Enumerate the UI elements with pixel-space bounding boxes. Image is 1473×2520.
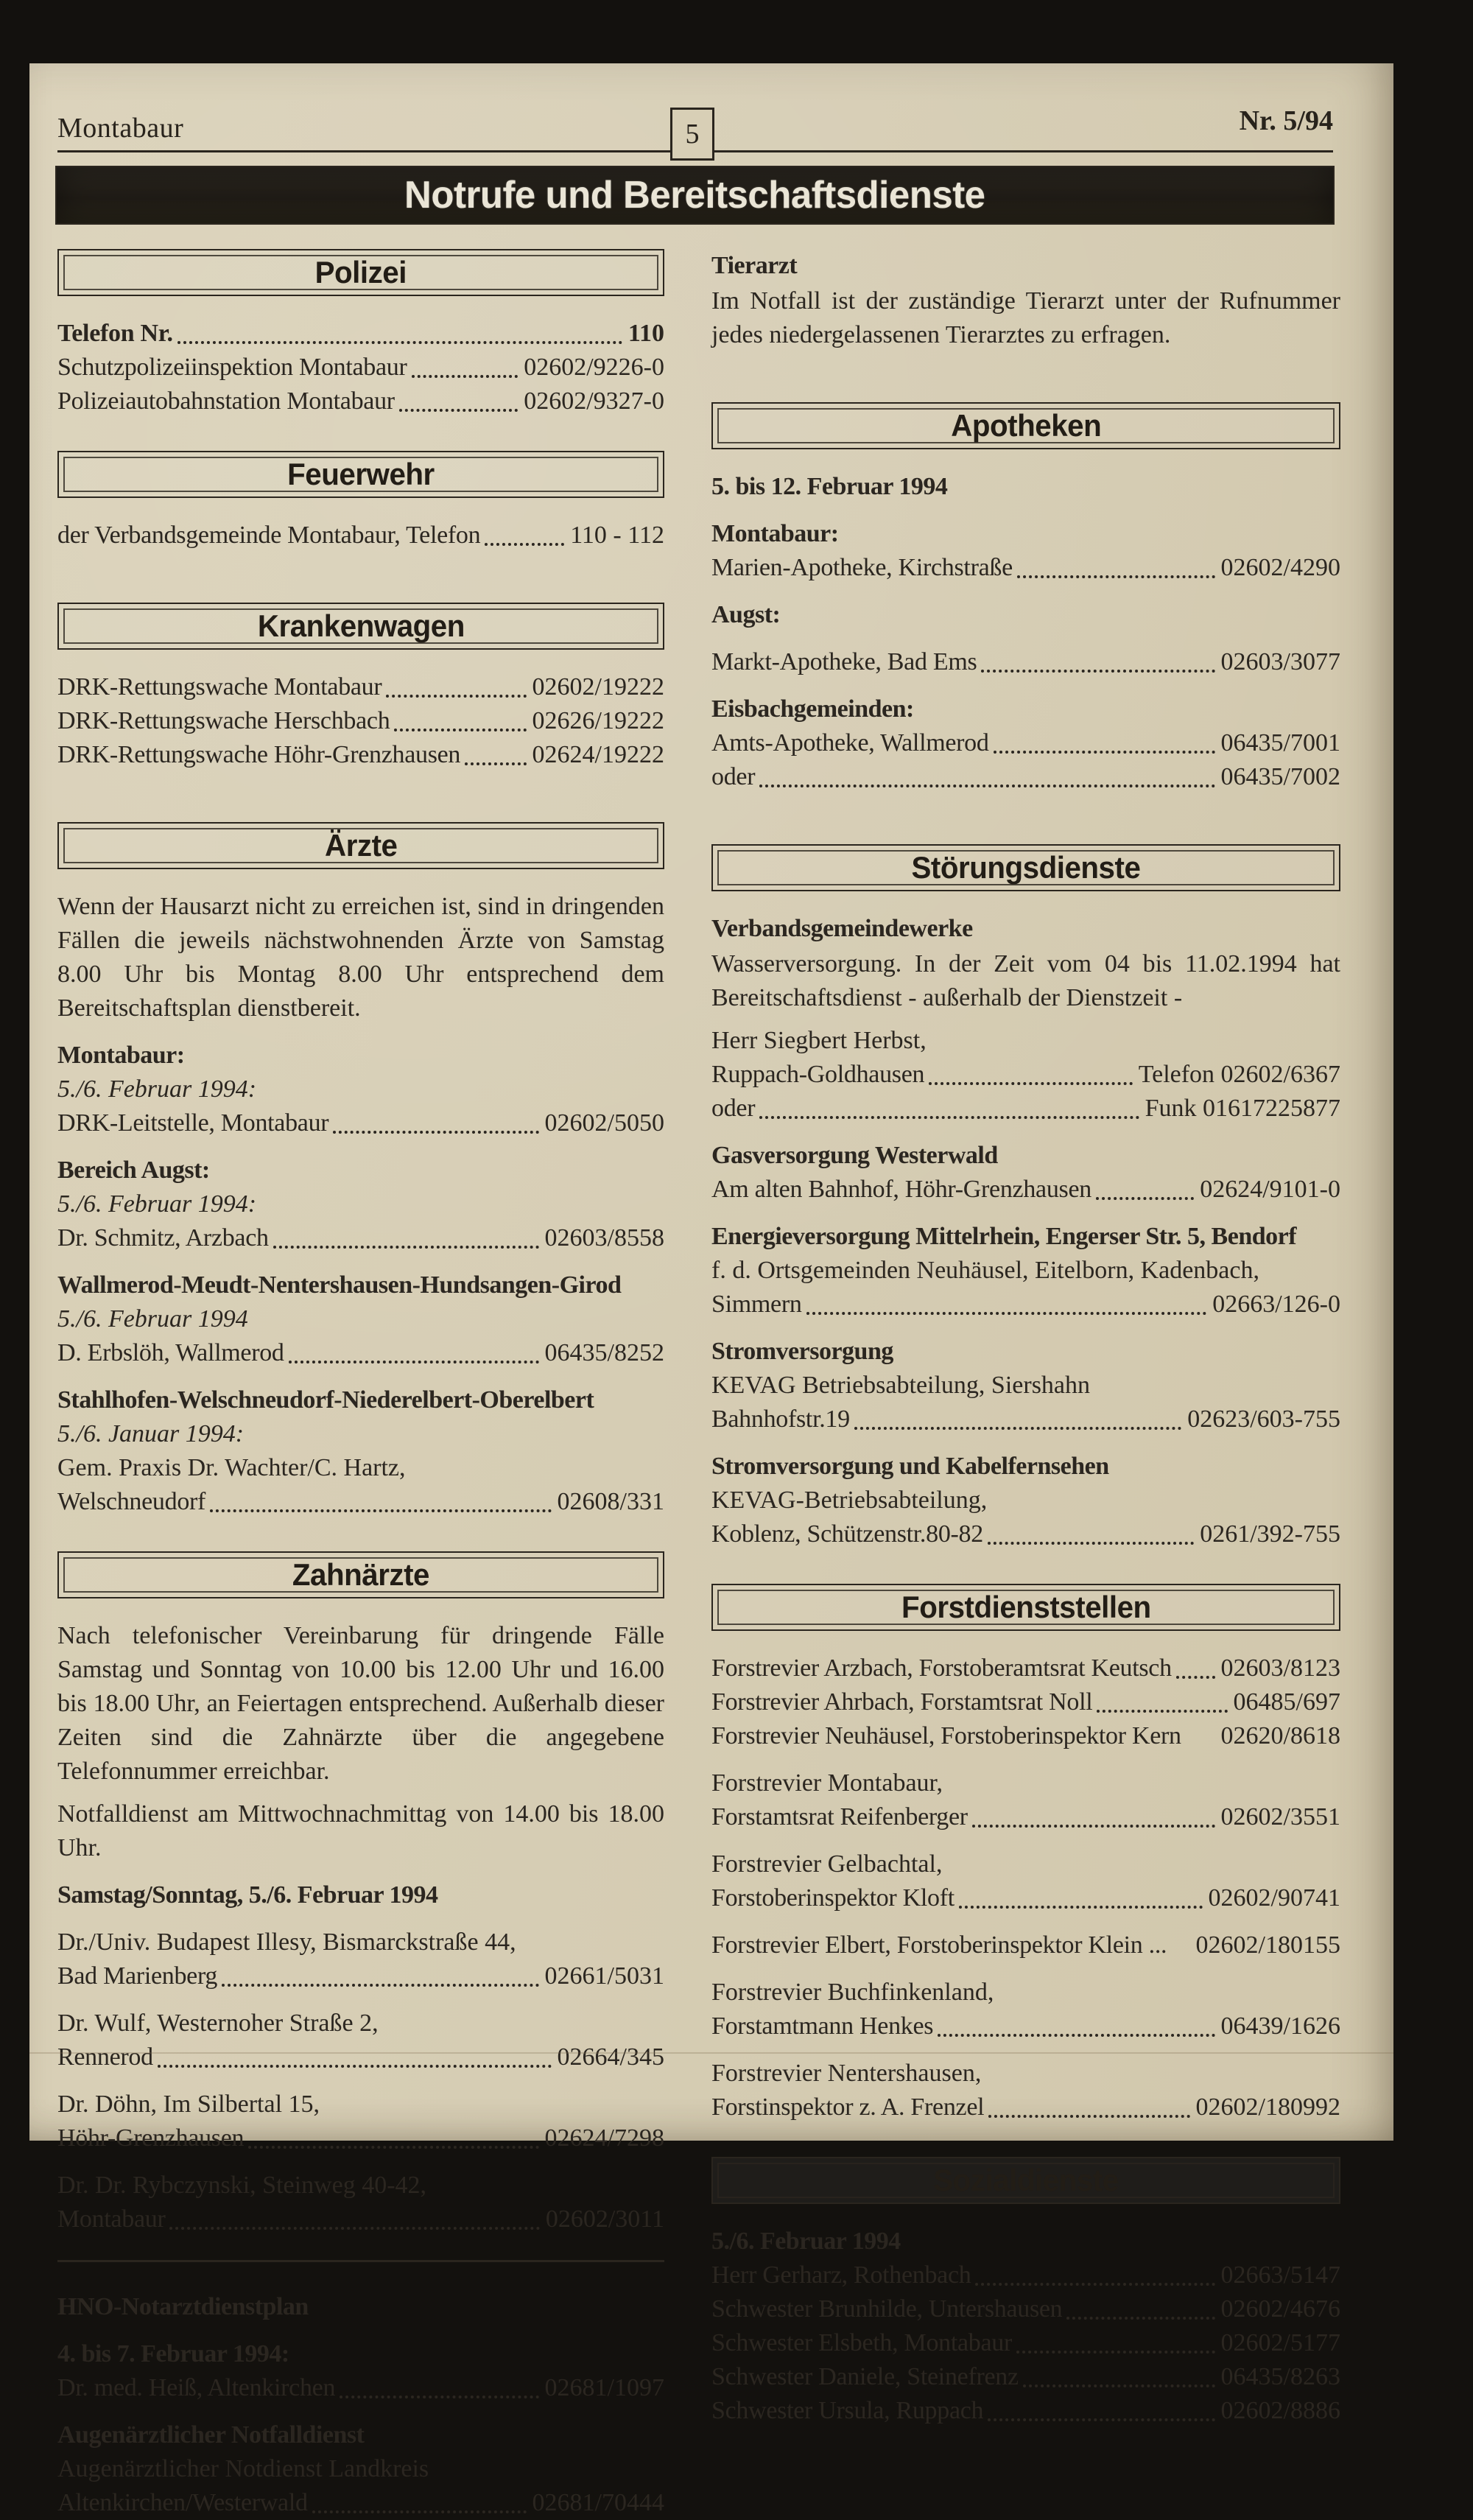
dot-leader — [988, 2115, 1189, 2118]
entry-label: Ruppach-Goldhausen — [711, 1061, 925, 1088]
section-header-forstdienststellen — [711, 1584, 1340, 1631]
entry-label: Forstrevier Elbert, Forstoberinspektor Klein ... — [711, 1931, 1167, 1959]
entry-label: Schwester Ursula, Ruppach — [711, 2397, 984, 2424]
entry-label: Polizeiautobahnstation Montabaur — [57, 387, 395, 415]
phone-number: 02602/3011 — [545, 2205, 664, 2233]
entry-heading: 4. bis 7. Februar 1994: — [57, 2340, 289, 2368]
entry-label: Simmern — [711, 1291, 802, 1318]
entry-heading: Stromversorgung — [711, 1338, 893, 1365]
dot-leader — [340, 2396, 538, 2398]
dot-leader — [399, 409, 518, 412]
entry-date: 5./6. Februar 1994: — [57, 1075, 257, 1103]
directory-row — [57, 670, 664, 704]
entry-line: Augenärztlicher Notdienst Landkreis — [57, 2455, 429, 2482]
dot-leader — [981, 670, 1214, 673]
dot-leader — [248, 2146, 538, 2149]
dot-leader — [333, 1131, 538, 1134]
entry-date: 5./6. Februar 1994: — [57, 1190, 257, 1218]
directory-row — [711, 726, 1340, 760]
dot-leader — [289, 1361, 539, 1363]
directory-row — [711, 2010, 1340, 2043]
dot-leader — [386, 695, 526, 698]
page-number: 5 — [685, 119, 700, 150]
phone-number: 06435/8252 — [544, 1339, 664, 1366]
entry-line: Herr Siegbert Herbst, — [711, 1027, 927, 1054]
dot-leader — [1171, 1953, 1189, 1956]
section-header-label: Polizei — [314, 255, 407, 289]
section-header-label: Zahnärzte — [292, 1557, 430, 1592]
directory-row — [711, 1403, 1340, 1436]
entry-label: Forstrevier Ahrbach, Forstamtsrat Noll — [711, 1688, 1093, 1716]
phone-number: 02608/331 — [557, 1488, 664, 1515]
entry-label: Bad Marienberg — [57, 1962, 218, 1990]
paragraph: Wenn der Hausarzt nicht zu erreichen ist, sind in dringenden Fällen die jeweils nächstwohnenden Ärzte von Samstag 8.00 Uhr bis Montag 8.00 Uhr entsprechend dem Bereitschaftsplan dienstbereit. — [57, 893, 664, 1022]
dot-leader — [975, 2283, 1214, 2286]
entry-label: Schwester Elsbeth, Montabaur — [711, 2329, 1013, 2356]
directory-row — [711, 2258, 1340, 2292]
entry-heading: 5. bis 12. Februar 1994 — [711, 473, 948, 500]
newspaper-page — [29, 63, 1393, 2516]
entry-line: KEVAG-Betriebsabteilung, — [711, 1487, 988, 1514]
entry-label: Forstoberinspektor Kloft — [711, 1884, 955, 1912]
phone-number: 02624/9101-0 — [1200, 1176, 1340, 1203]
dot-leader — [485, 543, 564, 546]
entry-label: Schutzpolizeiinspektion Montabaur — [57, 354, 407, 381]
phone-number: 02624/7298 — [544, 2124, 664, 2152]
entry-label: Höhr-Grenzhausen — [57, 2124, 245, 2152]
dot-leader — [938, 2034, 1214, 2037]
phone-number: 02602/4290 — [1220, 554, 1340, 581]
entry-label: Forstrevier Arzbach, Forstoberamtsrat Keutsch — [711, 1654, 1172, 1682]
entry-heading: HNO-Notarztdienstplan — [57, 2293, 309, 2320]
entry-label: Altenkirchen/Westerwald — [57, 2489, 308, 2516]
entry-label: Forstamtmann Henkes — [711, 2012, 934, 2040]
phone-number: 06439/1626 — [1220, 2012, 1340, 2040]
directory-row — [57, 385, 664, 418]
entry-heading: Montabaur: — [711, 520, 839, 547]
entry-label: Welschneudorf — [57, 1488, 206, 1515]
section-header-label: Sozialdienste — [933, 2163, 1119, 2197]
directory-row — [711, 1517, 1340, 1551]
entry-label: der Verbandsgemeinde Montabaur, Telefon — [57, 522, 481, 549]
directory-row — [57, 519, 664, 552]
dot-leader — [759, 785, 1214, 787]
directory-row — [711, 1685, 1340, 1719]
directory-row — [57, 2040, 664, 2074]
entry-label: Dr. Schmitz, Arzbach — [57, 1224, 269, 1252]
phone-number: 02681/1097 — [544, 2374, 664, 2401]
right-column — [711, 249, 1340, 2428]
directory-row — [57, 1959, 664, 1993]
entry-label: Bahnhofstr.19 — [711, 1405, 850, 1433]
phone-number: 02623/603-755 — [1187, 1405, 1340, 1433]
directory-row — [57, 1336, 664, 1370]
entry-label: D. Erbslöh, Wallmerod — [57, 1339, 284, 1366]
entry-line: Forstrevier Gelbachtal, — [711, 1850, 943, 1878]
dot-leader — [394, 729, 526, 731]
paragraph: Notfalldienst am Mittwochnachmittag von 14.00 bis 18.00 Uhr. — [57, 1800, 664, 1861]
dot-leader — [1016, 2351, 1215, 2354]
page-title: Notrufe und Bereitschaftsdienste — [404, 174, 985, 217]
dot-leader — [988, 2418, 1214, 2421]
entry-label: Amts-Apotheke, Wallmerod — [711, 729, 989, 757]
entry-date: 5./6. Februar 1994 — [57, 1305, 248, 1333]
directory-row — [711, 1092, 1340, 1126]
phone-number: 02661/5031 — [544, 1962, 664, 1990]
phone-number: 02681/70444 — [532, 2489, 664, 2516]
entry-label: Forstrevier Neuhäusel, Forstoberinspektor Kern — [711, 1722, 1181, 1749]
entry-line: Dr. Döhn, Im Silbertal 15, — [57, 2091, 320, 2118]
directory-row — [57, 1221, 664, 1255]
entry-line: Dr. Dr. Rybczynski, Steinweg 40-42, — [57, 2172, 427, 2199]
entry-label: Schwester Brunhilde, Untershausen — [711, 2295, 1063, 2323]
phone-number: 02602/4676 — [1220, 2295, 1340, 2323]
dot-leader — [1023, 2384, 1215, 2387]
phone-number: 02602/9327-0 — [524, 387, 664, 415]
phone-number: 02602/5177 — [1220, 2329, 1340, 2356]
issue-number: Nr. 5/94 — [1239, 105, 1333, 136]
phone-number: Funk 01617225877 — [1145, 1095, 1340, 1122]
directory-row — [711, 551, 1340, 585]
entry-heading: Gasversorgung Westerwald — [711, 1142, 998, 1169]
section-header-polizei — [57, 249, 664, 296]
entry-label: Forstamtsrat Reifenberger — [711, 1803, 968, 1831]
directory-row — [711, 1800, 1340, 1834]
dot-leader — [854, 1427, 1181, 1430]
phone-number: 110 - 112 — [570, 522, 664, 549]
phone-number: 110 — [627, 320, 664, 347]
directory-row — [711, 2394, 1340, 2428]
directory-row — [57, 351, 664, 385]
entry-heading: Stahlhofen-Welschneudorf-Niederelbert-Oberelbert — [57, 1386, 594, 1414]
entry-heading: Tierarzt — [711, 252, 798, 279]
entry-label: Markt-Apotheke, Bad Ems — [711, 648, 977, 675]
section-header-feuerwehr — [57, 451, 664, 498]
entry-label: Forstinspektor z. A. Frenzel — [711, 2093, 985, 2121]
dot-leader — [1186, 1744, 1215, 1747]
section-header-label: Apotheken — [950, 408, 1101, 443]
entry-label: Herr Gerharz, Rothenbach — [711, 2261, 971, 2289]
directory-row — [711, 760, 1340, 794]
phone-number: 02620/8618 — [1220, 1722, 1340, 1749]
entry-label: Dr. med. Heiß, Altenkirchen — [57, 2374, 336, 2401]
directory-row — [711, 1652, 1340, 1685]
entry-date: 5./6. Januar 1994: — [57, 1420, 245, 1447]
entry-label: Montabaur — [57, 2205, 166, 2233]
dot-leader — [1176, 1676, 1215, 1679]
scan-artifact-line — [29, 2052, 1393, 2054]
dot-leader — [210, 1509, 551, 1512]
dot-leader — [972, 1825, 1215, 1828]
section-header-zahnaerzte — [57, 1551, 664, 1598]
dot-leader — [988, 1542, 1194, 1545]
entry-label: Rennerod — [57, 2043, 153, 2071]
entry-line: Dr. Wulf, Westernoher Straße 2, — [57, 2010, 379, 2037]
phone-number: 02602/90741 — [1208, 1884, 1340, 1912]
phone-number: 06485/697 — [1233, 1688, 1340, 1716]
entry-heading: Wallmerod-Meudt-Nentershausen-Hundsangen-Girod — [57, 1271, 622, 1299]
dot-leader — [994, 751, 1215, 754]
entry-label: Schwester Daniele, Steinefrenz — [711, 2363, 1019, 2390]
entry-label: Koblenz, Schützenstr.80-82 — [711, 1520, 983, 1548]
entry-label: oder — [711, 763, 756, 790]
directory-row — [57, 738, 664, 772]
phone-number: 0261/392-755 — [1200, 1520, 1340, 1548]
masthead-location: Montabaur — [57, 113, 184, 144]
entry-label: DRK-Rettungswache Montabaur — [57, 673, 382, 701]
directory-row — [711, 2091, 1340, 2124]
entry-label: oder — [711, 1095, 756, 1122]
entry-label: DRK-Rettungswache Herschbach — [57, 707, 390, 734]
directory-row — [57, 2486, 664, 2520]
phone-number: 02626/19222 — [532, 707, 664, 734]
dot-leader — [177, 341, 622, 344]
directory-row — [711, 1288, 1340, 1322]
directory-row — [57, 2121, 664, 2155]
page-title-banner — [55, 166, 1335, 225]
entry-line: Forstrevier Buchfinkenland, — [711, 1979, 994, 2006]
phone-number: 02602/19222 — [532, 673, 664, 701]
entry-heading: Eisbachgemeinden: — [711, 695, 914, 723]
section-header-label: Feuerwehr — [287, 457, 435, 491]
entry-line: Gem. Praxis Dr. Wachter/C. Hartz, — [57, 1454, 406, 1481]
dot-leader — [759, 1116, 1139, 1119]
section-header-apotheken — [711, 402, 1340, 449]
entry-heading: Stromversorgung und Kabelfernsehen — [711, 1453, 1109, 1480]
phone-number: 02602/9226-0 — [524, 354, 664, 381]
entry-line: Dr./Univ. Budapest Illesy, Bismarckstraße 44, — [57, 1928, 516, 1956]
directory-row — [711, 2292, 1340, 2326]
directory-row — [711, 2360, 1340, 2394]
paragraph: Wasserversorgung. In der Zeit vom 04 bis 11.02.1994 hat Bereitschaftsdienst - außerhalb der Dienstzeit - — [711, 950, 1340, 1011]
directory-row — [711, 1719, 1340, 1753]
dot-leader — [1017, 575, 1215, 578]
phone-number: 06435/7001 — [1220, 729, 1340, 757]
dot-leader — [1097, 1710, 1227, 1713]
entry-label: Am alten Bahnhof, Höhr-Grenzhausen — [711, 1176, 1091, 1203]
phone-number: Telefon 02602/6367 — [1138, 1061, 1340, 1088]
phone-number: 02663/5147 — [1220, 2261, 1340, 2289]
dot-leader — [806, 1312, 1207, 1315]
entry-line: f. d. Ortsgemeinden Neuhäusel, Eitelborn, Kadenbach, — [711, 1257, 1259, 1284]
directory-row — [57, 704, 664, 738]
dot-leader — [412, 375, 518, 378]
dot-leader — [959, 1906, 1203, 1909]
directory-row — [711, 1928, 1340, 1962]
entry-label: Marien-Apotheke, Kirchstraße — [711, 554, 1013, 581]
phone-number: 02602/8886 — [1220, 2397, 1340, 2424]
entry-heading: Energieversorgung Mittelrhein, Engerser Str. 5, Bendorf — [711, 1223, 1297, 1250]
entry-heading: Augenärztlicher Notfalldienst — [57, 2421, 365, 2449]
paragraph: Im Notfall ist der zuständige Tierarzt unter der Rufnummer jedes niedergelassenen Tierarztes zu erfragen. — [711, 287, 1340, 348]
directory-row — [711, 645, 1340, 679]
entry-line: Forstrevier Montabaur, — [711, 1769, 943, 1797]
phone-number: 02624/19222 — [532, 741, 664, 768]
section-header-krankenwagen — [57, 603, 664, 650]
entry-heading: Augst: — [711, 601, 781, 628]
dot-leader — [465, 762, 526, 765]
paragraph: Nach telefonischer Vereinbarung für dringende Fälle Samstag und Sonntag von 10.00 bis 12.00 Uhr und 16.00 bis 18.00 Uhr, an Feiertagen entsprechend. Außerhalb dieser Zeiten sind die Zahnärzte über die angegebene Telefonnummer erreichbar. — [57, 1622, 664, 1785]
directory-row — [57, 317, 664, 351]
section-header-label: Ärzte — [324, 828, 398, 863]
section-header-label: Störungsdienste — [911, 850, 1141, 885]
dot-leader — [312, 2510, 527, 2513]
entry-heading: Verbandsgemeindewerke — [711, 915, 973, 942]
directory-row — [57, 1106, 664, 1140]
entry-line: KEVAG Betriebsabteilung, Siershahn — [711, 1372, 1091, 1399]
phone-number: 02603/3077 — [1220, 648, 1340, 675]
left-column — [57, 249, 664, 2520]
directory-row — [711, 1173, 1340, 1207]
divider-rule — [57, 2260, 664, 2262]
directory-row — [711, 1881, 1340, 1915]
entry-heading: 5./6. Februar 1994 — [711, 2228, 901, 2255]
section-header-label: Krankenwagen — [257, 608, 465, 643]
phone-number: 02664/345 — [557, 2043, 664, 2071]
dot-leader — [169, 2227, 539, 2230]
dot-leader — [273, 1246, 539, 1249]
dot-leader — [158, 2065, 552, 2068]
directory-row — [711, 2326, 1340, 2360]
dot-leader — [222, 1984, 538, 1987]
phone-number: 02603/8123 — [1220, 1654, 1340, 1682]
dot-leader — [1066, 2317, 1214, 2320]
section-header-aerzte — [57, 822, 664, 869]
phone-number: 02602/5050 — [544, 1109, 664, 1137]
phone-number: 02603/8558 — [544, 1224, 664, 1252]
entry-label: Telefon Nr. — [57, 320, 173, 347]
page-number-box — [670, 108, 714, 161]
entry-heading: Samstag/Sonntag, 5./6. Februar 1994 — [57, 1881, 438, 1909]
entry-heading: Montabaur: — [57, 1042, 185, 1069]
phone-number: 06435/7002 — [1220, 763, 1340, 790]
directory-row — [57, 1485, 664, 1519]
entry-heading: Bereich Augst: — [57, 1157, 210, 1184]
directory-row — [57, 2371, 664, 2405]
section-header-sozialdienste — [711, 2157, 1340, 2204]
phone-number: 02602/3551 — [1220, 1803, 1340, 1831]
phone-number: 02602/180992 — [1195, 2093, 1340, 2121]
section-header-stoerungsdienste — [711, 844, 1340, 891]
dot-leader — [929, 1082, 1133, 1085]
directory-row — [711, 1058, 1340, 1092]
entry-label: DRK-Rettungswache Höhr-Grenzhausen — [57, 741, 461, 768]
phone-number: 06435/8263 — [1220, 2363, 1340, 2390]
dot-leader — [1096, 1197, 1194, 1200]
directory-row — [57, 2203, 664, 2236]
phone-number: 02602/180155 — [1195, 1931, 1340, 1959]
entry-line: Forstrevier Nentershausen, — [711, 2060, 982, 2087]
entry-label: DRK-Leitstelle, Montabaur — [57, 1109, 329, 1137]
section-header-label: Forstdienststellen — [901, 1590, 1151, 1624]
phone-number: 02663/126-0 — [1212, 1291, 1340, 1318]
